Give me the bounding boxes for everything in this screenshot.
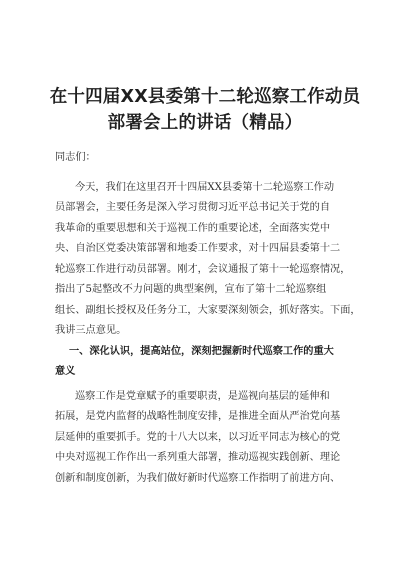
paragraph-line: 拓展，是党内监督的战略性制度安排，是推进全面从严治党向基	[55, 411, 341, 422]
document-title	[40, 84, 370, 136]
paragraph-intro	[55, 178, 361, 342]
paragraph-line: 我革命的重要思想和关于巡视工作的重要论述，全面落实党中	[55, 222, 331, 234]
title-line: 在十四届XX县委第十二轮巡察工作动员	[49, 87, 361, 107]
paragraph-line: 巡察工作是党章赋予的重要职责，是巡视向基层的延伸和	[75, 390, 330, 402]
paragraph-line: 央、自治区党委决策部署和地委工作要求，对十四届县委第十二	[55, 243, 341, 254]
paragraph-line: 员部署会，主要任务是深入学习贯彻习近平总书记关于党的自	[55, 202, 331, 213]
paragraph-line: 创新和制度创新，为我们做好新时代巡察工作指明了前进方向、	[55, 472, 341, 484]
paragraph-line: 层延伸的重要抓手。党的十八大以来，以习近平同志为核心的党	[55, 431, 341, 443]
salutation: 同志们：	[55, 152, 96, 163]
paragraph-line: 组长、副组长授权及任务分工，大家要深刻领会，抓好落实。下面，	[55, 304, 361, 316]
paragraph-line: 我讲三点意见。	[55, 325, 127, 336]
paragraph-line: 指出了5起整改不力问题的典型案例，宣布了第十二轮巡察组	[55, 284, 327, 295]
paragraph-line: 今天，我们在这里召开十四届XX县委第十二轮巡察工作动	[75, 181, 335, 193]
title-line: 部署会上的讲话（精品）	[107, 113, 303, 133]
document-body	[55, 148, 361, 489]
paragraph-line: 轮巡察工作进行动员部署。刚才，会议通报了第十一轮巡察情况，	[55, 263, 351, 275]
heading-line: 意义	[55, 366, 76, 377]
heading-line: 一、深化认识，提高站位，深刻把握新时代巡察工作的重大	[69, 345, 334, 357]
section-heading	[55, 342, 361, 383]
paragraph-line: 中央对巡视工作作出一系列重大部署，推动巡视实践创新、理论	[55, 452, 341, 463]
paragraph-section-one	[55, 387, 361, 490]
